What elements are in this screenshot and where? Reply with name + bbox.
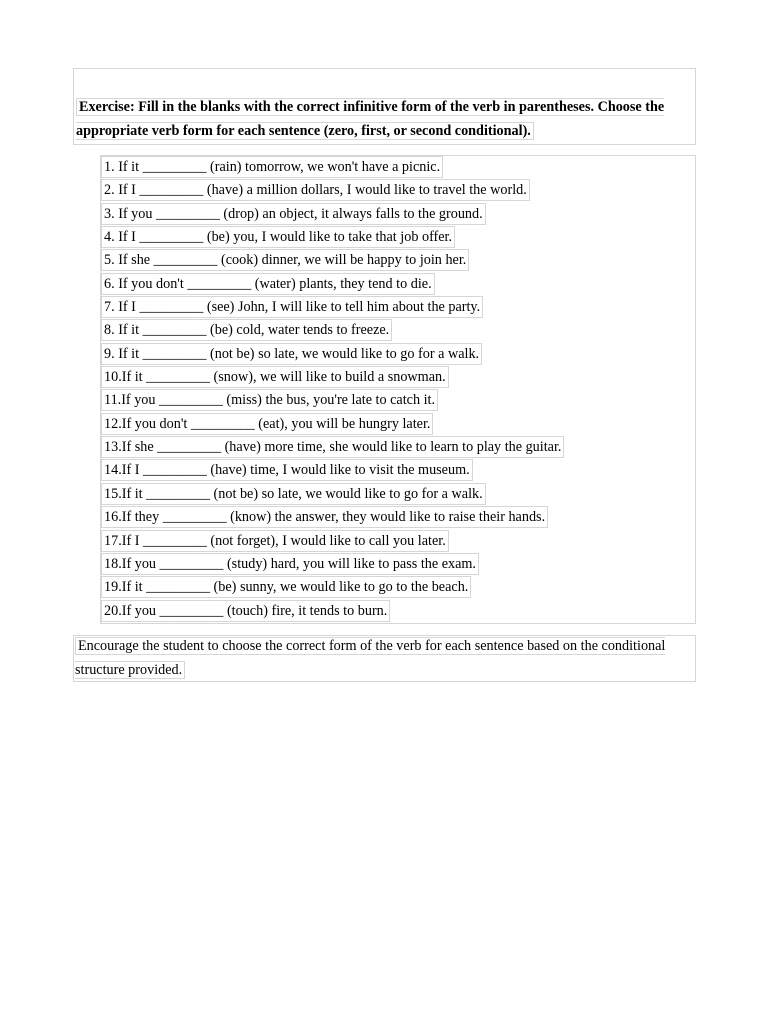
exercise-sentence: 13.If she _________ (have) more time, she would like to learn to play the guitar.: [101, 436, 564, 458]
teacher-note-box: [73, 635, 696, 682]
exercise-sentence: 7. If I _________ (see) John, I will like to tell him about the party.: [101, 296, 483, 318]
list-item: [101, 343, 564, 366]
exercise-sentence: 19.If it _________ (be) sunny, we would like to go to the beach.: [101, 576, 471, 598]
list-item: [101, 179, 564, 202]
list-item: [101, 296, 564, 319]
list-item: [101, 249, 564, 272]
list-item: [101, 530, 564, 553]
exercise-sentence: 16.If they _________ (know) the answer, they would like to raise their hands.: [101, 506, 548, 528]
exercise-list: [101, 156, 564, 623]
exercise-sentence: 9. If it _________ (not be) so late, we would like to go for a walk.: [101, 343, 482, 365]
list-item: [101, 389, 564, 412]
list-item: [101, 226, 564, 249]
exercise-sentence: 2. If I _________ (have) a million dollars, I would like to travel the world.: [101, 179, 530, 201]
list-item: [101, 156, 564, 179]
list-item: [101, 436, 564, 459]
exercise-sentence: 3. If you _________ (drop) an object, it always falls to the ground.: [101, 203, 486, 225]
list-item: [101, 576, 564, 599]
exercise-list-box: [100, 155, 696, 624]
list-item: [101, 483, 564, 506]
exercise-sentence: 11.If you _________ (miss) the bus, you're late to catch it.: [101, 389, 438, 411]
exercise-sentence: 8. If it _________ (be) cold, water tends to freeze.: [101, 319, 392, 341]
list-item: [101, 413, 564, 436]
exercise-sentence: 10.If it _________ (snow), we will like to build a snowman.: [101, 366, 449, 388]
exercise-sentence: 14.If I _________ (have) time, I would like to visit the museum.: [101, 459, 473, 481]
list-item: [101, 459, 564, 482]
list-item: [101, 506, 564, 529]
exercise-sentence: 17.If I _________ (not forget), I would like to call you later.: [101, 530, 449, 552]
exercise-sentence: 12.If you don't _________ (eat), you will be hungry later.: [101, 413, 433, 435]
exercise-sentence: 5. If she _________ (cook) dinner, we will be happy to join her.: [101, 249, 469, 271]
instructions-box: [73, 68, 696, 145]
list-item: [101, 553, 564, 576]
exercise-sentence: 1. If it _________ (rain) tomorrow, we won't have a picnic.: [101, 156, 443, 178]
instructions-text: [76, 96, 692, 143]
list-item: [101, 319, 564, 342]
list-item: [101, 600, 564, 623]
list-item: [101, 203, 564, 226]
exercise-sentence: 6. If you don't _________ (water) plants, they tend to die.: [101, 273, 435, 295]
exercise-sentence: 18.If you _________ (study) hard, you will like to pass the exam.: [101, 553, 479, 575]
instructions-label: Exercise: Fill in the blanks with the correct infinitive form of the verb in parentheses. Choose the appropriate verb form for each sentence (zero, first, or second conditional).: [76, 99, 665, 139]
exercise-sentence: 4. If I _________ (be) you, I would like to take that job offer.: [101, 226, 455, 248]
exercise-sentence: 15.If it _________ (not be) so late, we would like to go for a walk.: [101, 483, 486, 505]
exercise-sentence: 20.If you _________ (touch) fire, it tends to burn.: [101, 600, 390, 622]
list-item: [101, 273, 564, 296]
teacher-note: [75, 635, 691, 682]
list-item: [101, 366, 564, 389]
teacher-note-text: Encourage the student to choose the correct form of the verb for each sentence based on the conditional structure provided.: [75, 638, 666, 678]
